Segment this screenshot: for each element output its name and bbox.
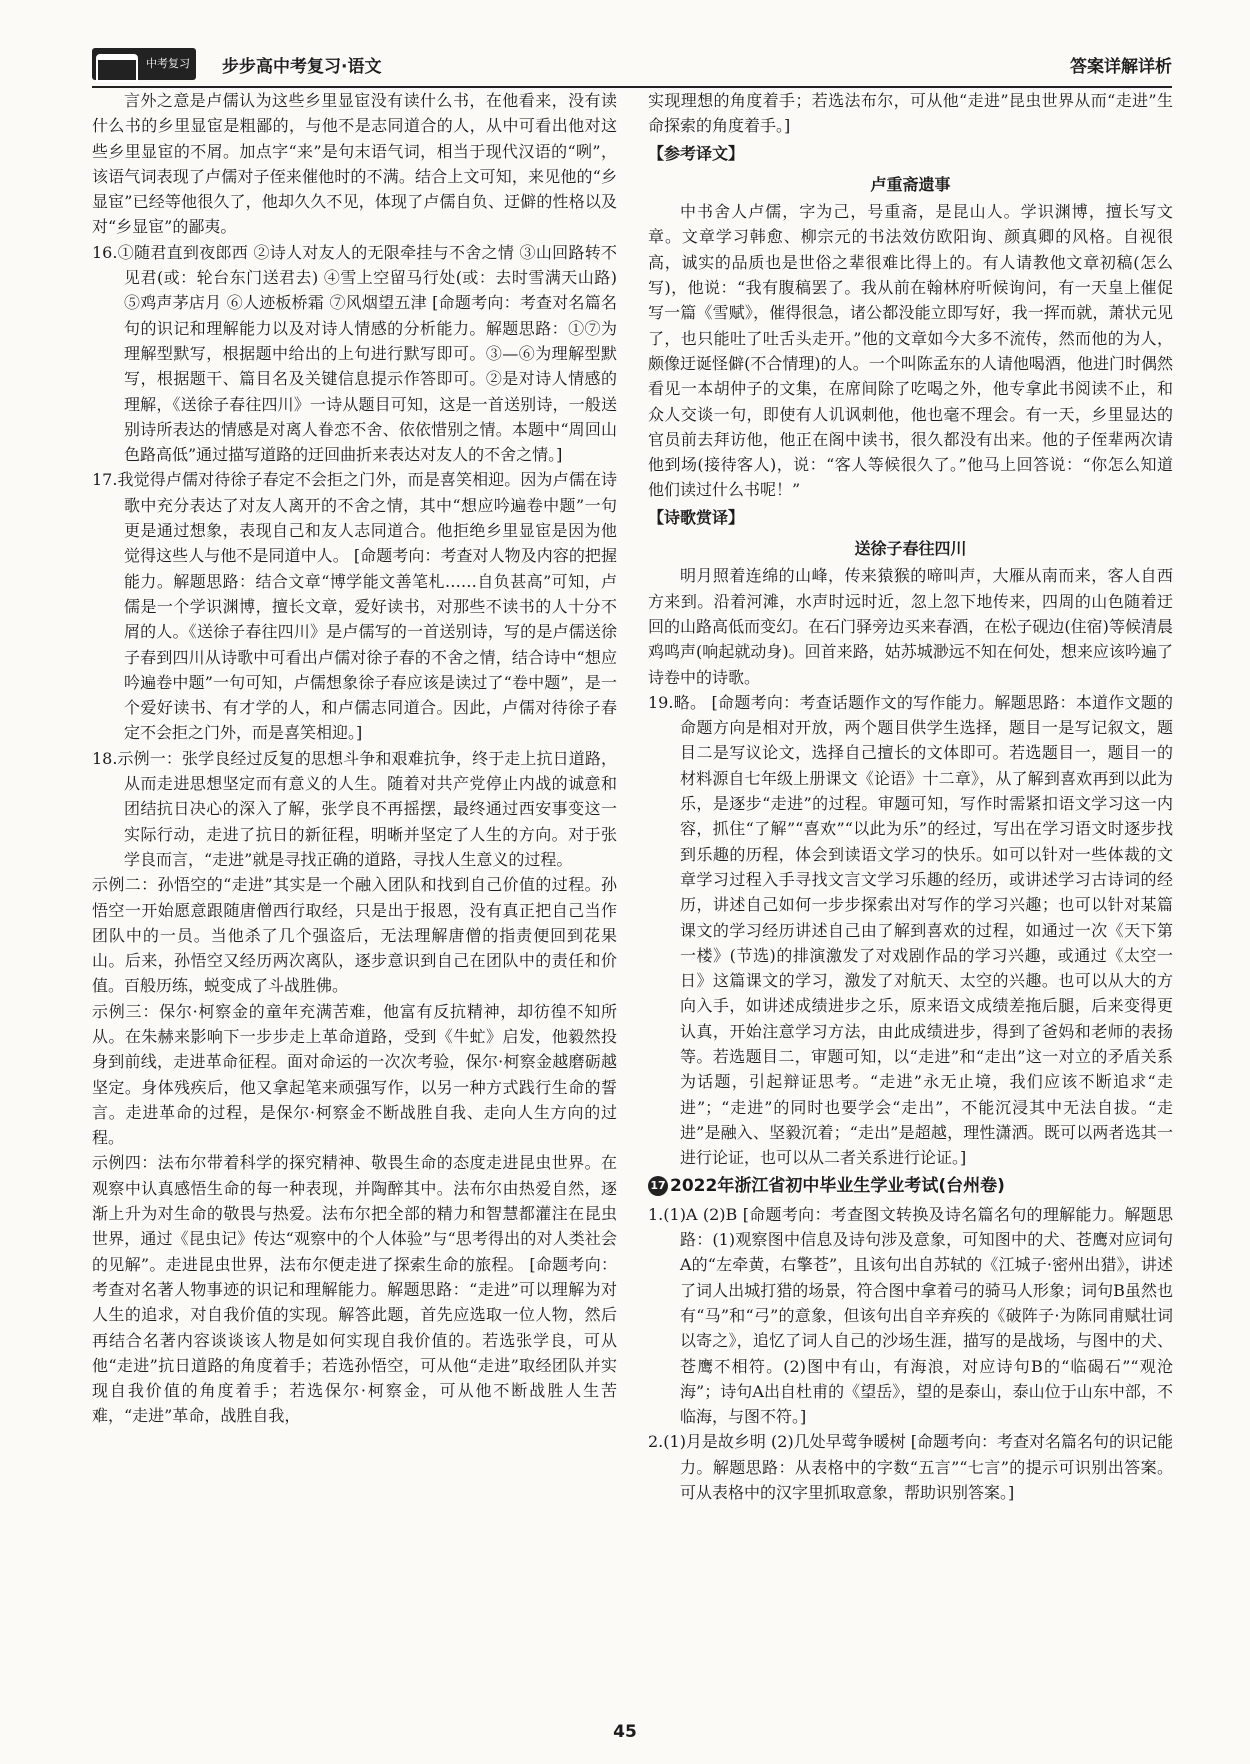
right-column [648, 88, 1173, 1505]
exam-heading [648, 1174, 1173, 1199]
book-logo-icon: 中考复习 [92, 48, 196, 80]
answer-18-example-3: 示例三：保尔·柯察金的童年充满苦难，他富有反抗精神，却彷徨不知所从。在朱赫来影响下一步步走上革命道路，受到《牛虻》启发，他毅然投身到前线，走进革命征程。面对命运的一次次考验，保尔·柯察金越磨砺越坚定。身体残疾后，他又拿起笔来顽强写作，以另一种方式践行生命的誓言。走进革命的过程，是保尔·柯察金不断战胜自我、走向人生方向的过程。 [92, 1001, 617, 1148]
answer-18-continuation: 实现理想的角度着手；若选法布尔，可从他“走进”昆虫世界从而“走进”生命探索的角度着手。] [648, 91, 1173, 136]
exam-title: 2022年浙江省初中毕业生学业考试(台州卷) [670, 1176, 1005, 1197]
answer-18-example-2: 示例二：孙悟空的“走进”其实是一个融入团队和找到自己价值的过程。孙悟空一开始愿意跟随唐僧西行取经，只是出于报恩，没有真正把自己当作团队中的一员。当他杀了几个强盗后，无法理解唐僧的指责便回到花果山。后来，孙悟空又经历两次离队，逐步意识到自己在团队中的责任和价值。百般历练，蜕变成了斗战胜佛。 [92, 875, 617, 996]
series-title: 步步高中考复习·语文 [222, 57, 382, 77]
section-poem-heading: 【诗歌赏译】 [648, 507, 745, 527]
translation-title: 卢重斋遗事 [870, 174, 951, 194]
page-number: 45 [613, 1722, 637, 1742]
poem-title: 送徐子春往四川 [854, 539, 967, 559]
answer-1: 1.(1)A (2)B [命题考向：考查图文转换及诗名篇名句的理解能力。解题思路：(1)观察图中信息及诗句涉及意象，可知图中的犬、苍鹰对应词句A的“左牵黄，右擎苍”，且该句出自苏轼的《江城子·密州出猎》，讲述了词人出城打猎的场景，符合图中拿着弓的骑马人形象；词句B虽然也有“马”和“弓”的意象，但该句出自辛弃疾的《破阵子·为陈同甫赋壮词以寄之》，追忆了词人自己的沙场生涯，描写的是战场，与图中的犬、苍鹰不相符。(2)图中有山，有海浪，对应诗句B的“临碣石”“观沧海”；诗句A出自杜甫的《望岳》，望的是泰山，泰山位于山东中部，不临海，与图不符。] [648, 1204, 1173, 1427]
answer-continuation: 言外之意是卢儒认为这些乡里显宦没有读什么书，在他看来，没有读什么书的乡里显宦是粗鄙的，与他不是志同道合的人，从中可看出他对这些乡里显宦的不屑。加点字“来”是句末语气词，相当于现代汉语的“咧”，该语气词表现了卢儒对子侄来催他时的不满。结合上文可知，来见他的“乡显宦”已经等他很久了，他却久久不见，体现了卢儒自负、迂僻的性格以及对“乡显宦”的鄙夷。 [92, 91, 617, 237]
left-column [92, 88, 617, 1429]
page-header [92, 44, 1172, 84]
answer-18-example-4: 示例四：法布尔带着科学的探究精神、敬畏生命的态度走进昆虫世界。在观察中认真感悟生命的每一种表现，并陶醉其中。法布尔由热爱自然，逐渐上升为对生命的敬畏与热爱。法布尔把全部的精力和智慧都灌注在昆虫世界，通过《昆虫记》传达“观察中的个人体验”与“思考得出的对人类社会的见解”。走进昆虫世界，法布尔便走进了探索生命的旅程。 [命题考向：考查对名著人物事迹的识记和理解能力。解题思路：“走进”可以理解为对人生的追求，对自我价值的实现。解答此题，首先应选取一位人物，然后再结合名著内容谈谈该人物是如何实现自我价值的。若选张学良，可从他“走进”抗日道路的角度着手；若选孙悟空，可从他“走进”取经团队并实现自我价值的角度着手；若选保尔·柯察金，可从他不断战胜人生苦难，“走进”革命，战胜自我， [92, 1153, 617, 1426]
section-title: 答案详解详析 [1070, 57, 1172, 77]
section-translation-heading: 【参考译文】 [648, 143, 745, 163]
answer-17: 17.我觉得卢儒对待徐子春定不会拒之门外，而是喜笑相迎。因为卢儒在诗歌中充分表达了对友人离开的不舍之情，其中“想应吟遍卷中题”一句更是通过想象，表现自己和友人志同道合。他拒绝乡里显宦是因为他觉得这些人与他不是同道中人。 [命题考向：考查对人物及内容的把握能力。解题思路：结合文章“博学能文善笔札……自负甚高”可知，卢儒是一个学识渊博，擅长文章，爱好读书，对那些不读书的人十分不屑的人。《送徐子春往四川》是卢儒写的一首送别诗，写的是卢儒送徐子春到四川从诗歌中可看出卢儒对徐子春的不舍之情，结合诗中“想应吟遍卷中题”一句可知，卢儒想象徐子春应该是读过了“卷中题”，是一个爱好读书、有才学的人，和卢儒志同道合。因此，卢儒对待徐子春定不会拒之门外，而是喜笑相迎。] [92, 470, 617, 743]
answer-2: 2.(1)月是故乡明 (2)几处早莺争暖树 [命题考向：考查对名篇名句的识记能力。解题思路：从表格中的字数“五言”“七言”的提示可识别出答案。可从表格中的汉字里抓取意象，帮助识别答案。] [648, 1432, 1174, 1503]
translation-text: 中书舍人卢儒，字为己，号重斋，是昆山人。学识渊博，擅长写文章。文章学习韩愈、柳宗元的书法效仿欧阳询、颜真卿的风格。自视很高，诚实的品质也是世俗之辈很难比得上的。有人请教他文章初稿(怎么写)，他说：“我有腹稿罢了。我从前在翰林府听候询问，有一天皇上催促写一篇《雪赋》，催得很急，诸公都没能立即写好，我一挥而就，萧状元见了，也只能吐了吐舌头走开。”他的文章如今大多不流传，然而他的为人，颇像迂诞怪僻(不合情理)的人。一个叫陈孟东的人请他喝酒，他进门时偶然看见一本胡仲子的文集，在席间除了吃喝之外，他专拿此书阅读不止，和众人交谈一句，即使有人讥讽刺他，他也毫不理会。有一天，乡里显达的官员前去拜访他，他正在阁中读书，很久都没有出来。他的子侄辈两次请他到场(接待客人)，说：“客人等候很久了。”他马上回答说：“你怎么知道他们读过什么书呢！” [648, 202, 1173, 500]
exam-number-badge: 17 [648, 1176, 668, 1196]
answer-16: 16.①随君直到夜郎西 ②诗人对友人的无限牵挂与不舍之情 ③山回路转不见君(或：轮台东门送君去) ④雪上空留马行处(或：去时雪满天山路) ⑤鸡声茅店月 ⑥人迹板桥霜 ⑦风烟望五津 [命题考向：考查对名篇名句的识记和理解能力以及对诗人情感的分析能力。解题思路：①⑦为理解型默写，根据题中给出的上句进行默写即可。③—⑥为理解型默写，根据题干、篇目名及关键信息提示作答即可。②是对诗人情感的理解，《送徐子春往四川》一诗从题目可知，这是一首送别诗，一般送别诗所表达的情感是对离人眷恋不舍、依依惜别之情。本题中“周回山色路高低”通过描写道路的迂回曲折来表达对友人的不舍之情。] [92, 242, 617, 465]
poem-translation-text: 明月照着连绵的山峰，传来猿猴的啼叫声，大雁从南而来，客人自西方来到。沿着河滩，水声时远时近，忽上忽下地传来，四周的山色随着迂回的山路高低而变幻。在石门驿旁边买来春酒，在松子砚边(住宿)等候清晨鸡鸣声(响起就动身)。回首来路，姑苏城渺远不知在何处，想来应该吟遍了诗卷中的诗歌。 [648, 566, 1173, 687]
answer-18-example-1: 18.示例一：张学良经过反复的思想斗争和艰难抗争，终于走上抗日道路，从而走进思想坚定而有意义的人生。随着对共产党停止内战的诚意和团结抗日决心的深入了解，张学良不再摇摆，最终通过西安事变这一实际行动，走进了抗日的新征程，明晰并坚定了人生的方向。对于张学良而言，“走进”就是寻找正确的道路，寻找人生意义的过程。 [92, 748, 617, 869]
answer-19: 19.略。 [命题考向：考查话题作文的写作能力。解题思路：本道作文题的命题方向是相对开放，两个题目供学生选择，题目一是写记叙文，题目二是写议论文，选择自己擅长的文体即可。若选题目一，题目一的材料源自七年级上册课文《论语》十二章》，从了解到喜欢再到以此为乐，是逐步“走进”的过程。审题可知，写作时需紧扣语文学习这一内容，抓住“了解”“喜欢”“以此为乐”的经过，写出在学习语文时逐步找到乐趣的历程，体会到读语文学习的快乐。如可以针对一些体裁的文章学习过程入手寻找文言文学习乐趣的经历，或讲述学习古诗词的经历，讲述自己如何一步步探索出对写作的学习兴趣；也可以针对某篇课文的学习经历讲述自己由了解到喜欢的过程，如通过一次《天下第一楼》(节选)的排演激发了对戏剧作品的学习兴趣，或通过《太空一日》这篇课文的学习，激发了对航天、太空的兴趣。也可以从大的方向入手，如讲述成绩进步之乐，原来语文成绩差拖后腿，后来变得更认真，开始注意学习方法，由此成绩进步，得到了爸妈和老师的表扬等。若选题目二，审题可知，以“走进”和“走出”这一对立的矛盾关系为话题，引起辩证思考。“走进”永无止境，我们应该不断追求“走进”；“走进”的同时也要学会“走出”，不能沉浸其中无法自拔。“走进”是融入、坚毅沉着；“走出”是超越，理性潇洒。既可以两者选其一进行论证，也可以从二者关系进行论证。] [648, 692, 1173, 1168]
